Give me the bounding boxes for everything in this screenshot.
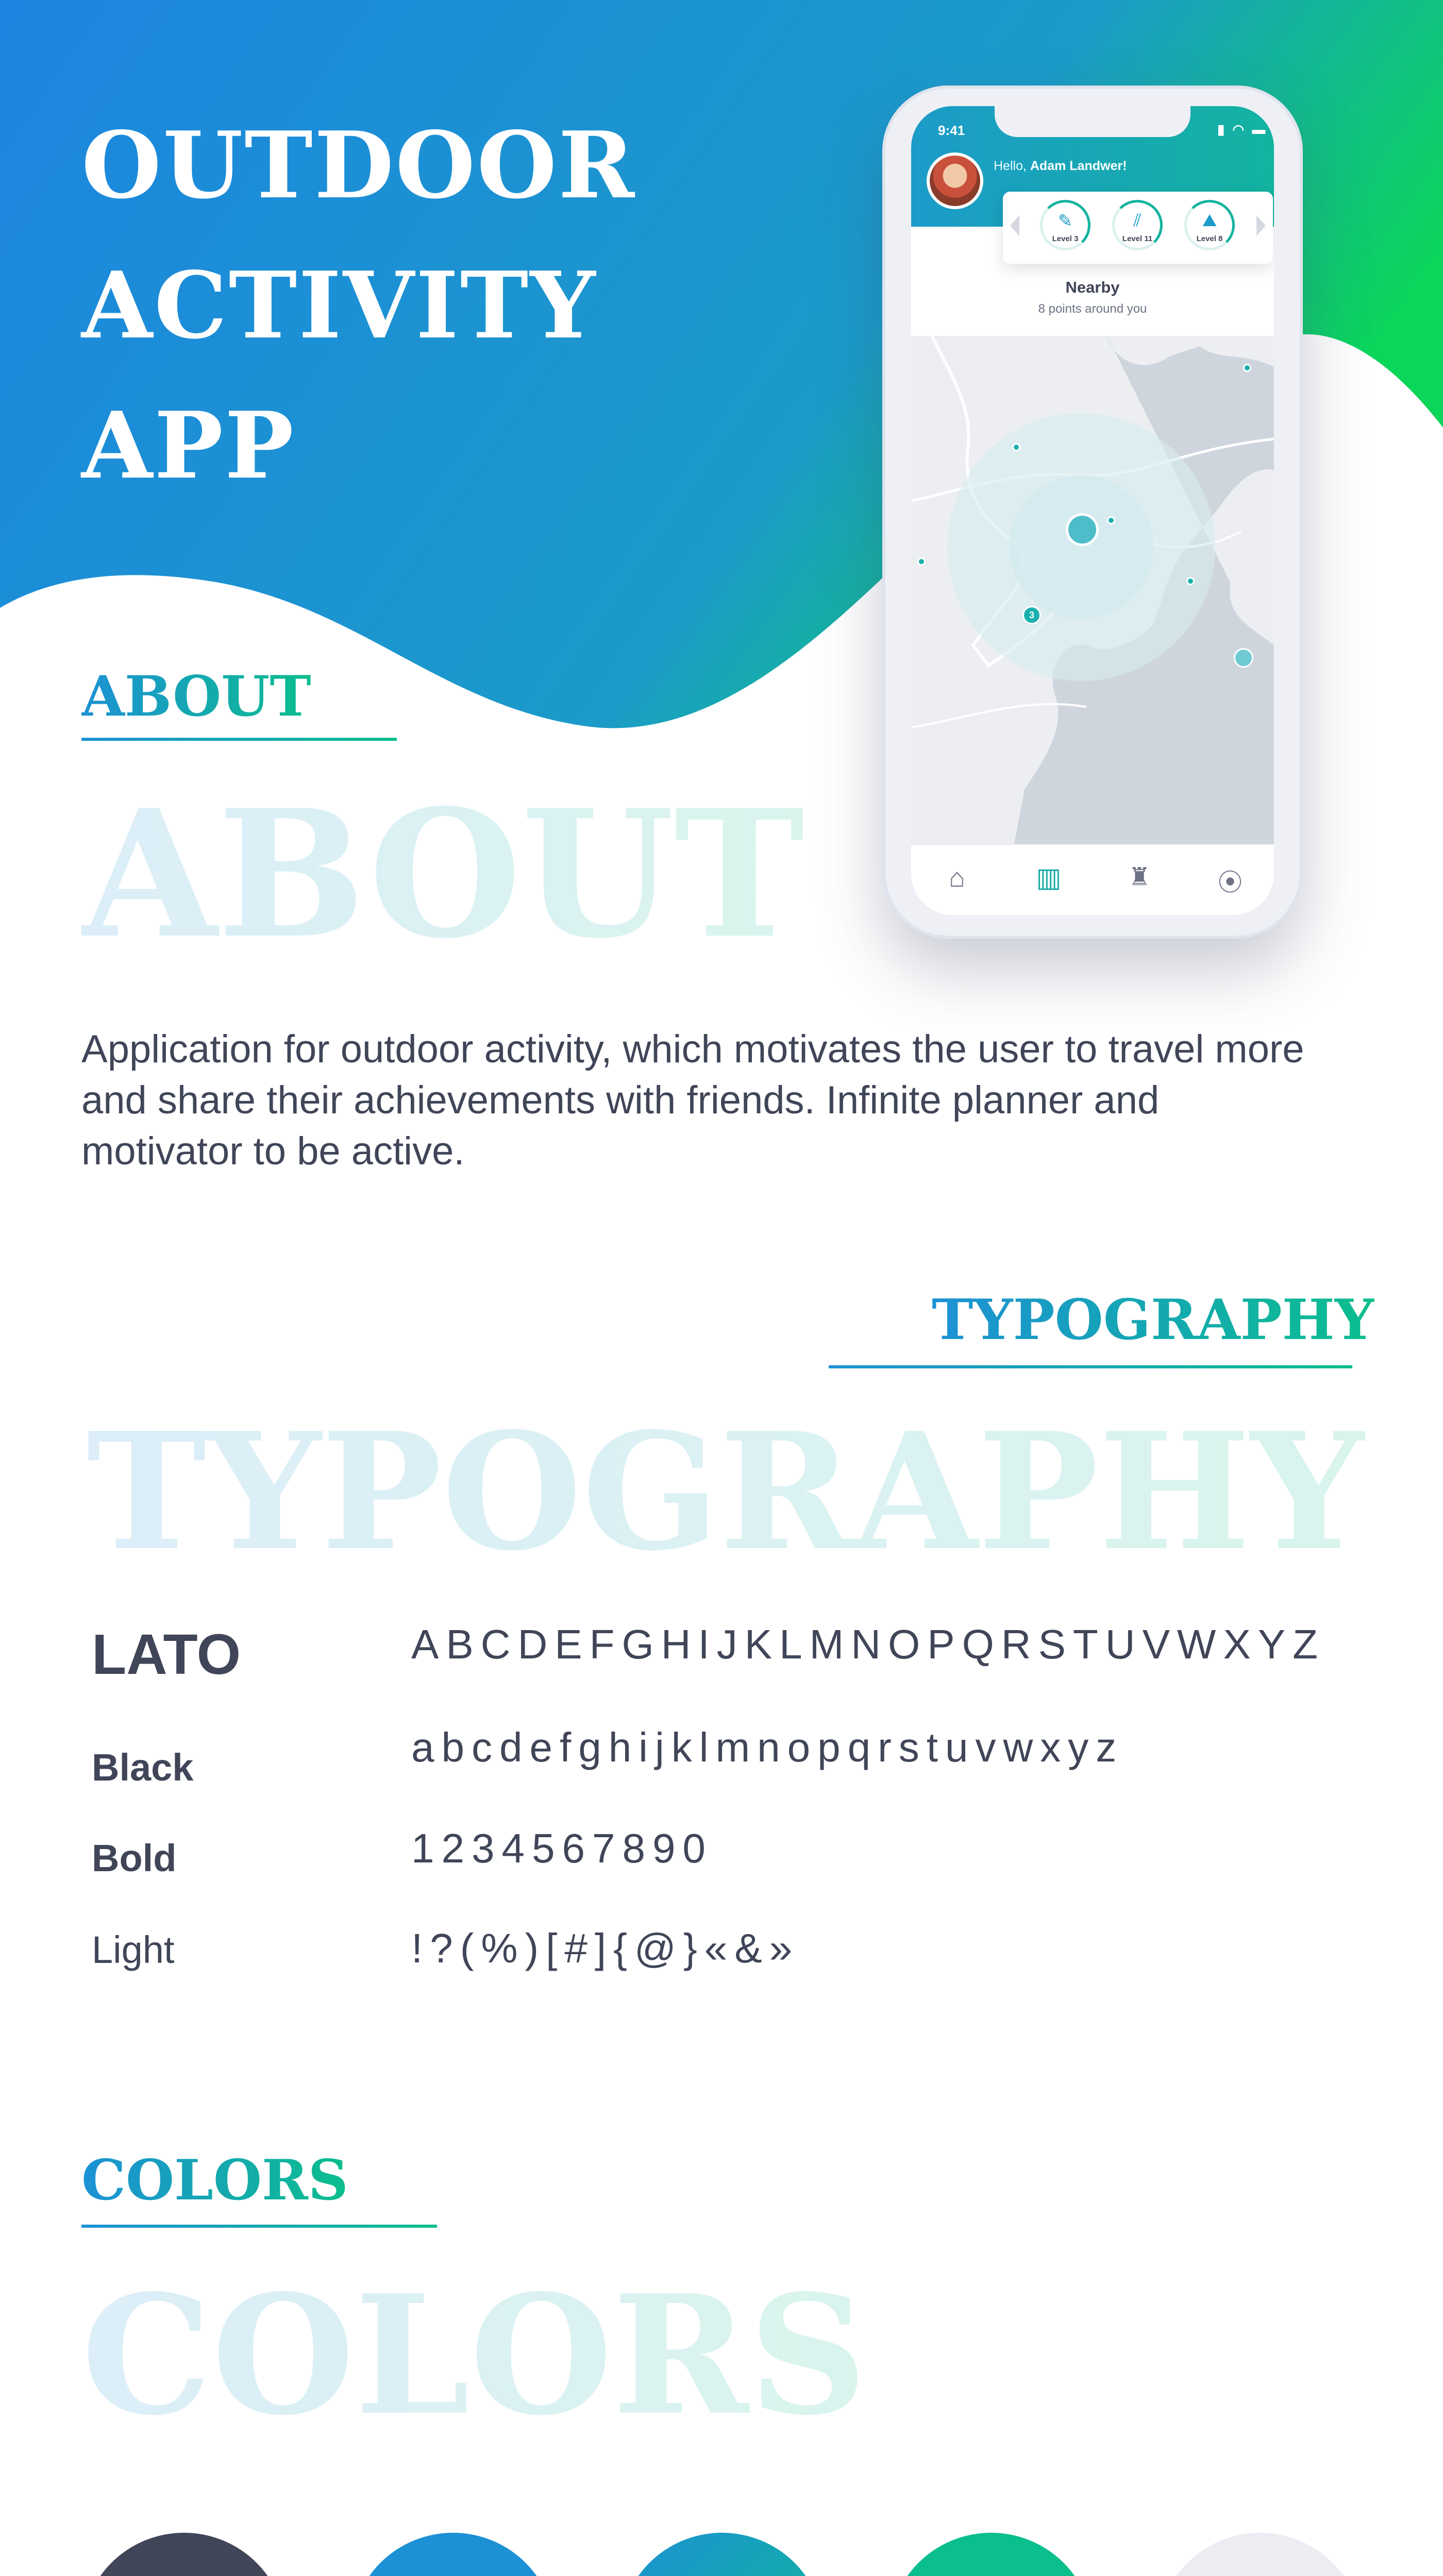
climbing-icon: ⛰ bbox=[1202, 211, 1217, 230]
chevron-left-icon[interactable] bbox=[1010, 215, 1019, 236]
map-point[interactable] bbox=[1234, 648, 1253, 668]
level-card bbox=[1003, 192, 1273, 264]
hiking-icon: ✎ bbox=[1058, 211, 1073, 231]
status-icons: ▮ ◠ ▬ bbox=[1217, 122, 1268, 137]
map-canvas bbox=[911, 336, 1274, 844]
hero-title-line-1: OUTDOOR bbox=[81, 111, 636, 219]
user-name: Adam Landwer! bbox=[1030, 159, 1127, 173]
hero-title-line-2: ACTIVITY bbox=[81, 251, 597, 359]
about-underline bbox=[81, 738, 397, 741]
map-point[interactable] bbox=[1243, 364, 1251, 372]
greeting bbox=[994, 159, 1127, 174]
user-location-marker[interactable] bbox=[1066, 513, 1099, 546]
status-time: 9:41 bbox=[938, 123, 965, 138]
map-point[interactable] bbox=[1012, 443, 1020, 451]
map-point[interactable] bbox=[917, 557, 926, 566]
weight-light: Light bbox=[92, 1928, 175, 1971]
chevron-right-icon[interactable] bbox=[1256, 215, 1266, 236]
map-icon[interactable]: ▥ bbox=[1036, 863, 1062, 893]
swatch-light-gray bbox=[1157, 2533, 1363, 2576]
swatch-gradient bbox=[619, 2533, 825, 2576]
level-badge[interactable] bbox=[1112, 200, 1163, 250]
phone-screen bbox=[911, 106, 1274, 915]
uppercase-sample: ABCDEFGHIJKLMNOPQRSTUVWXYZ bbox=[411, 1621, 1325, 1667]
typography-underline bbox=[829, 1365, 1352, 1368]
swatch-dark-slate bbox=[81, 2533, 287, 2576]
tab-bar bbox=[911, 844, 1274, 915]
swatch-green bbox=[888, 2533, 1094, 2576]
location-pin-icon[interactable]: ⦿ bbox=[1217, 869, 1243, 896]
weight-black: Black bbox=[92, 1746, 194, 1789]
colors-ghost-heading: COLORS bbox=[81, 2259, 867, 2451]
about-heading: ABOUT bbox=[81, 664, 311, 729]
symbols-sample: !?(%)[#]{@}«&» bbox=[411, 1925, 800, 1971]
typography-heading: TYPOGRAPHY bbox=[932, 1287, 1374, 1352]
swatch-blue bbox=[350, 2533, 556, 2576]
hero-title-line-3: APP bbox=[81, 392, 295, 499]
nearby-subtitle: 8 points around you bbox=[1038, 302, 1147, 316]
map-view[interactable] bbox=[911, 336, 1274, 844]
map-cluster[interactable]: 3 bbox=[1022, 606, 1041, 624]
skiing-icon: ⫽ bbox=[1133, 211, 1142, 230]
map-point[interactable] bbox=[1107, 516, 1115, 524]
phone-notch bbox=[995, 106, 1190, 137]
map-point[interactable] bbox=[1186, 577, 1195, 585]
ranking-icon[interactable]: ♜ bbox=[1128, 863, 1151, 891]
nearby-title: Nearby bbox=[1065, 278, 1120, 296]
avatar[interactable] bbox=[927, 152, 983, 209]
level-badge[interactable] bbox=[1184, 200, 1235, 250]
lowercase-sample: abcdefghijklmnopqrstuvwxyz bbox=[411, 1724, 1124, 1770]
level-label: Level 8 bbox=[1196, 234, 1223, 243]
level-badge[interactable] bbox=[1040, 200, 1090, 250]
numbers-sample: 1234567890 bbox=[411, 1825, 713, 1871]
level-label: Level 3 bbox=[1052, 234, 1079, 243]
weight-bold: Bold bbox=[92, 1837, 177, 1879]
greeting-prefix: Hello, bbox=[994, 159, 1030, 173]
about-description: Application for outdoor activity, which motivates the user to travel more and share their achievements with friends. Infinite planner and motivator to be active. bbox=[81, 1027, 1304, 1173]
level-label: Level 11 bbox=[1122, 234, 1153, 243]
colors-underline bbox=[81, 2225, 437, 2228]
font-name: LATO bbox=[92, 1623, 241, 1686]
typography-ghost-heading: TYPOGRAPHY bbox=[87, 1397, 1366, 1586]
about-ghost-heading: ABOUT bbox=[81, 772, 805, 977]
colors-heading: COLORS bbox=[81, 2148, 348, 2213]
home-icon[interactable]: ⌂ bbox=[949, 863, 965, 893]
